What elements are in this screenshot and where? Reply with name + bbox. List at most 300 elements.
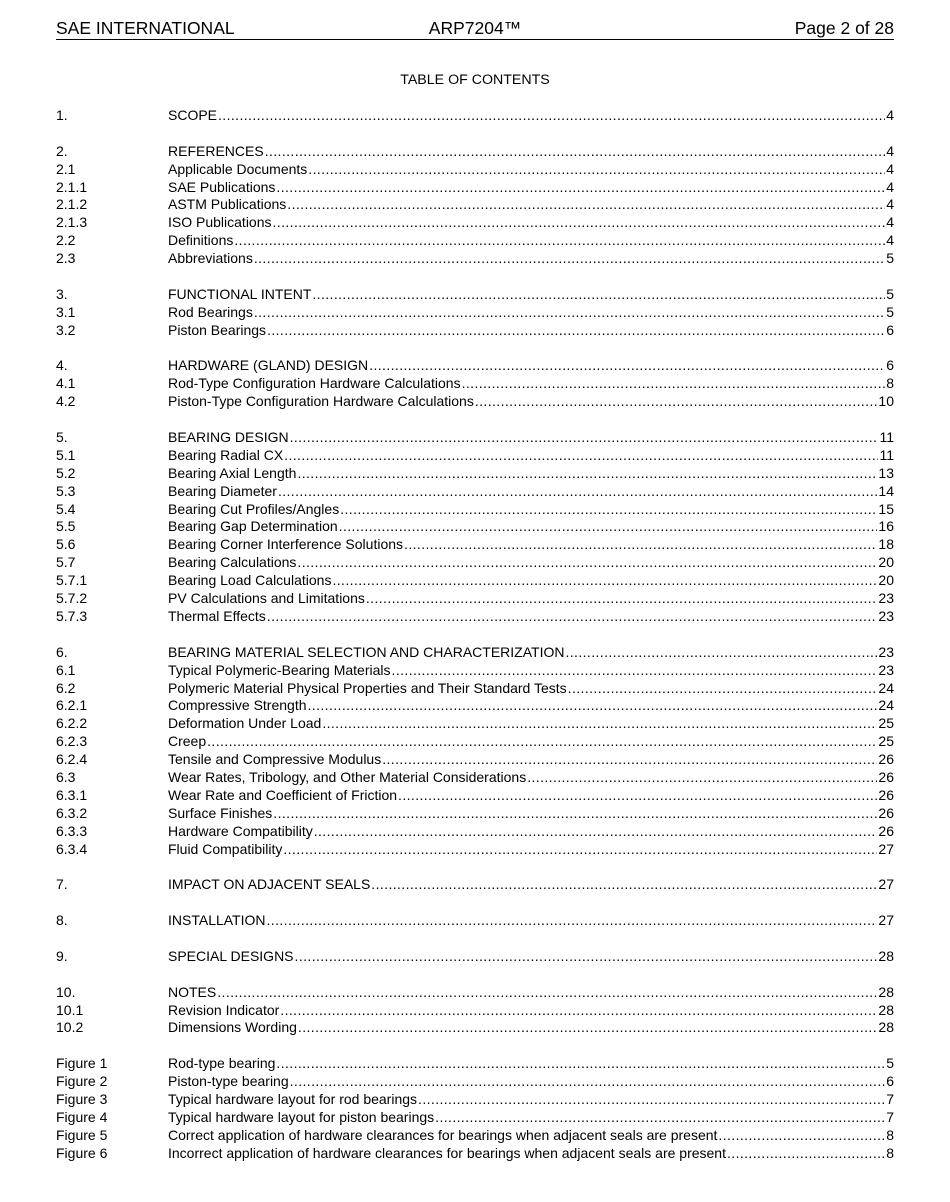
dot-leader bbox=[290, 1073, 886, 1091]
page-header bbox=[56, 17, 894, 40]
toc-entry-line bbox=[168, 357, 894, 375]
toc-entry-page: 15 bbox=[878, 500, 894, 517]
toc-entry-title: Typical Polymeric-Bearing Materials bbox=[168, 661, 391, 678]
toc-entry-page: 8 bbox=[886, 375, 894, 392]
dot-leader bbox=[312, 286, 885, 304]
toc-entry-number: Figure 5 bbox=[56, 1126, 108, 1143]
dot-leader bbox=[295, 948, 878, 966]
toc-entry-title: Bearing Gap Determination bbox=[168, 518, 338, 535]
toc-entry-line bbox=[168, 286, 894, 304]
toc-entry[interactable] bbox=[56, 179, 894, 197]
toc-entry-line bbox=[168, 196, 894, 214]
toc-entry[interactable] bbox=[56, 1109, 894, 1127]
toc-entry-line bbox=[168, 179, 894, 197]
toc-entry-page: 4 bbox=[886, 160, 894, 177]
toc-entry-page: 7 bbox=[886, 1090, 894, 1107]
dot-leader bbox=[234, 232, 885, 250]
toc-entry-title: Piston-Type Configuration Hardware Calculations bbox=[168, 393, 474, 410]
toc-entry-number: 6.3.2 bbox=[56, 804, 88, 821]
toc-entry-line bbox=[168, 393, 894, 411]
toc-entry[interactable] bbox=[56, 393, 894, 411]
toc-entry[interactable] bbox=[56, 733, 894, 751]
toc-entry[interactable] bbox=[56, 769, 894, 787]
toc-entry-number: 2.3 bbox=[56, 250, 76, 267]
toc-entry[interactable] bbox=[56, 662, 894, 680]
dot-leader bbox=[267, 322, 885, 340]
toc-entry[interactable] bbox=[56, 590, 894, 608]
toc-entry-number: Figure 4 bbox=[56, 1108, 108, 1125]
toc-entry-page: 28 bbox=[878, 947, 894, 964]
toc-entry-page: 4 bbox=[886, 142, 894, 159]
toc-entry-page: 26 bbox=[878, 804, 894, 821]
dot-leader bbox=[718, 1127, 885, 1145]
toc-entry-number: 6.1 bbox=[56, 661, 76, 678]
toc-entry-page: 6 bbox=[886, 357, 894, 374]
toc-entry-number: 6.3.4 bbox=[56, 840, 88, 857]
toc-entry-line bbox=[168, 876, 894, 894]
toc-entry-number: 5.5 bbox=[56, 518, 76, 535]
toc-entry-line bbox=[168, 501, 894, 519]
toc-entry-line bbox=[168, 322, 894, 340]
toc-entry-line bbox=[168, 143, 894, 161]
dot-leader bbox=[284, 447, 878, 465]
toc-entry-number: Figure 3 bbox=[56, 1090, 108, 1107]
toc-entry-title: Fluid Compatibility bbox=[168, 840, 283, 857]
toc-entry-line bbox=[168, 805, 894, 823]
toc-entry-page: 11 bbox=[879, 446, 894, 463]
toc-entry-number: 2.1 bbox=[56, 160, 76, 177]
toc-entry-title: IMPACT ON ADJACENT SEALS bbox=[168, 876, 371, 893]
toc-entry-title: BEARING DESIGN bbox=[168, 429, 289, 446]
dot-leader bbox=[267, 912, 878, 930]
toc-entry[interactable] bbox=[56, 751, 894, 769]
toc-entry-page: 18 bbox=[878, 536, 894, 553]
toc-entry-title: Applicable Documents bbox=[168, 160, 308, 177]
toc-entry-title: Creep bbox=[168, 733, 207, 750]
dot-leader bbox=[254, 250, 885, 268]
toc-entry-line bbox=[168, 751, 894, 769]
dot-leader bbox=[339, 518, 878, 536]
toc-entry-line bbox=[168, 1055, 894, 1073]
toc-entry-line bbox=[168, 590, 894, 608]
toc-entry-line bbox=[168, 823, 894, 841]
toc-entry-number: 8. bbox=[56, 912, 68, 929]
toc-entry[interactable] bbox=[56, 697, 894, 715]
toc-entry-title: Piston-type bearing bbox=[168, 1073, 289, 1090]
dot-leader bbox=[273, 214, 886, 232]
toc-entry-number: 5.1 bbox=[56, 446, 76, 463]
toc-entry[interactable] bbox=[56, 161, 894, 179]
toc-entry-title: Bearing Axial Length bbox=[168, 464, 297, 481]
toc-entry-line bbox=[168, 429, 894, 447]
toc-entry-title: SPECIAL DESIGNS bbox=[168, 947, 294, 964]
toc-entry-page: 28 bbox=[878, 1019, 894, 1036]
toc-entry[interactable] bbox=[56, 483, 894, 501]
dot-leader bbox=[276, 179, 885, 197]
toc-entry-title: REFERENCES bbox=[168, 142, 264, 159]
toc-entry[interactable] bbox=[56, 357, 894, 375]
toc-entry-line bbox=[168, 572, 894, 590]
toc-entry-line bbox=[168, 948, 894, 966]
toc-entry-page: 16 bbox=[878, 518, 894, 535]
toc-entry-page: 14 bbox=[878, 482, 894, 499]
toc-entry-number: 6.2.2 bbox=[56, 715, 88, 732]
toc-entry-line bbox=[168, 1145, 894, 1163]
toc-entry-line bbox=[168, 250, 894, 268]
toc-entry-title: Piston Bearings bbox=[168, 321, 267, 338]
toc-entry-title: Rod-Type Configuration Hardware Calculations bbox=[168, 375, 461, 392]
toc-entry-title: Revision Indicator bbox=[168, 1001, 280, 1018]
dot-leader bbox=[267, 608, 878, 626]
toc-entry[interactable] bbox=[56, 214, 894, 232]
dot-leader bbox=[727, 1145, 885, 1163]
toc-entry-title: ISO Publications bbox=[168, 214, 272, 231]
toc-entry-title: Bearing Cut Profiles/Angles bbox=[168, 500, 340, 517]
toc-entry-number: 6.2.3 bbox=[56, 733, 88, 750]
toc-entry[interactable] bbox=[56, 1055, 894, 1073]
toc-entry-title: Typical hardware layout for rod bearings bbox=[168, 1090, 418, 1107]
toc-entry-title: Compressive Strength bbox=[168, 697, 307, 714]
toc-entry[interactable] bbox=[56, 304, 894, 322]
toc-entry[interactable] bbox=[56, 823, 894, 841]
dot-leader bbox=[404, 536, 877, 554]
toc-entry-number: 5.6 bbox=[56, 536, 76, 553]
toc-entry-line bbox=[168, 1073, 894, 1091]
toc-entry[interactable] bbox=[56, 1073, 894, 1091]
toc-entry-number: 5.3 bbox=[56, 482, 76, 499]
toc-entry-line bbox=[168, 787, 894, 805]
toc-entry-page: 23 bbox=[878, 643, 894, 660]
toc-entry-page: 5 bbox=[886, 285, 894, 302]
toc-entry-line bbox=[168, 1127, 894, 1145]
toc-entry-page: 5 bbox=[886, 1055, 894, 1072]
toc-entry-line bbox=[168, 680, 894, 698]
toc-entry-page: 4 bbox=[886, 214, 894, 231]
toc-entry-number: Figure 6 bbox=[56, 1144, 108, 1161]
dot-leader bbox=[273, 805, 877, 823]
toc-entry-title: Rod Bearings bbox=[168, 303, 253, 320]
dot-leader bbox=[527, 769, 877, 787]
toc-entry-title: NOTES bbox=[168, 983, 217, 1000]
header-org: SAE INTERNATIONAL bbox=[56, 18, 235, 38]
toc-entry-page: 4 bbox=[886, 107, 894, 123]
toc-entry-page: 25 bbox=[878, 715, 894, 732]
toc-entry-page: 25 bbox=[878, 733, 894, 750]
toc-entry[interactable] bbox=[56, 948, 894, 966]
toc-entry[interactable] bbox=[56, 322, 894, 340]
toc-entry-number: 5.2 bbox=[56, 464, 76, 481]
toc-entry-page: 5 bbox=[886, 250, 894, 267]
toc-entry-line bbox=[168, 483, 894, 501]
toc-entry-title: Abbreviations bbox=[168, 250, 253, 267]
toc-entry-page: 13 bbox=[878, 464, 894, 481]
toc-entry-page: 24 bbox=[878, 697, 894, 714]
toc-entry[interactable] bbox=[56, 1019, 894, 1037]
toc-entry-page: 28 bbox=[878, 1001, 894, 1018]
toc-entry-page: 28 bbox=[878, 983, 894, 1000]
header-doc-number: ARP7204™ bbox=[428, 18, 522, 38]
toc-entry-page: 5 bbox=[886, 303, 894, 320]
toc-entry-title: Incorrect application of hardware clearances for bearings when adjacent seals are present bbox=[168, 1144, 726, 1161]
toc-entry[interactable] bbox=[56, 608, 894, 626]
toc-entry-number: 3. bbox=[56, 285, 68, 302]
dot-leader bbox=[475, 393, 878, 411]
toc-entry-number: 9. bbox=[56, 947, 68, 964]
dot-leader bbox=[278, 483, 877, 501]
toc-entry[interactable] bbox=[56, 554, 894, 572]
toc-entry-title: Bearing Calculations bbox=[168, 554, 297, 571]
dot-leader bbox=[265, 143, 886, 161]
toc-entry-title: Tensile and Compressive Modulus bbox=[168, 751, 382, 768]
toc-entry[interactable] bbox=[56, 841, 894, 859]
toc-entry[interactable] bbox=[56, 680, 894, 698]
toc-entry-title: Bearing Diameter bbox=[168, 482, 277, 499]
toc-entry-title: FUNCTIONAL INTENT bbox=[168, 285, 312, 302]
toc-entry[interactable] bbox=[56, 107, 894, 125]
toc-entry-title: Polymeric Material Physical Properties and Their Standard Tests bbox=[168, 679, 567, 696]
toc-entry-page: 26 bbox=[878, 768, 894, 785]
dot-leader bbox=[565, 644, 877, 662]
toc-entry[interactable] bbox=[56, 429, 894, 447]
dot-leader bbox=[297, 465, 877, 483]
toc-entry[interactable] bbox=[56, 536, 894, 554]
toc-entry[interactable] bbox=[56, 143, 894, 161]
toc-entry-line bbox=[168, 1002, 894, 1020]
toc-entry-title: BEARING MATERIAL SELECTION AND CHARACTERIZATION bbox=[168, 643, 565, 660]
toc-entry-number: 5. bbox=[56, 429, 68, 446]
toc-entry-title: Typical hardware layout for piston bearings bbox=[168, 1108, 435, 1125]
toc-entry-page: 27 bbox=[878, 840, 894, 857]
dot-leader bbox=[276, 1055, 885, 1073]
toc-entry-line bbox=[168, 465, 894, 483]
toc-entry-title: Deformation Under Load bbox=[168, 715, 322, 732]
toc-entry-page: 27 bbox=[878, 876, 894, 893]
dot-leader bbox=[218, 107, 885, 125]
toc-entry-title: SAE Publications bbox=[168, 178, 276, 195]
toc-entry-line bbox=[168, 107, 894, 125]
dot-leader bbox=[366, 590, 878, 608]
toc-entry-line bbox=[168, 608, 894, 626]
toc-entry-number: 2.1.3 bbox=[56, 214, 88, 231]
toc-entry-line bbox=[168, 554, 894, 572]
toc-entry[interactable] bbox=[56, 787, 894, 805]
dot-leader bbox=[314, 823, 878, 841]
dot-leader bbox=[568, 680, 878, 698]
dot-leader bbox=[298, 1019, 878, 1037]
toc-entry-line bbox=[168, 697, 894, 715]
toc-entry-line bbox=[168, 644, 894, 662]
toc-entry-line bbox=[168, 662, 894, 680]
dot-leader bbox=[435, 1109, 885, 1127]
dot-leader bbox=[382, 751, 877, 769]
toc-entry-page: 26 bbox=[878, 751, 894, 768]
toc-entry-line bbox=[168, 715, 894, 733]
toc-entry-line bbox=[168, 304, 894, 322]
toc-entry-number: 2.1.1 bbox=[56, 178, 88, 195]
header-page-label: Page 2 of 28 bbox=[794, 18, 894, 38]
toc-entry-title: INSTALLATION bbox=[168, 912, 266, 929]
toc-entry-line bbox=[168, 536, 894, 554]
toc-entry-number: 10.2 bbox=[56, 1019, 84, 1036]
toc-entry-page: 4 bbox=[886, 232, 894, 249]
toc-entry-number: 2. bbox=[56, 142, 68, 159]
toc-entry-number: 6.3 bbox=[56, 768, 76, 785]
toc-entry-number: 5.7.3 bbox=[56, 607, 88, 624]
toc-entry-title: Dimensions Wording bbox=[168, 1019, 297, 1036]
toc-entry[interactable] bbox=[56, 232, 894, 250]
toc-entry[interactable] bbox=[56, 375, 894, 393]
dot-leader bbox=[332, 572, 877, 590]
toc-entry[interactable] bbox=[56, 876, 894, 894]
toc-entry-page: 27 bbox=[878, 912, 894, 929]
toc-entry[interactable] bbox=[56, 572, 894, 590]
toc-entry-number: 6.2 bbox=[56, 679, 76, 696]
toc-entry-number: Figure 2 bbox=[56, 1073, 108, 1090]
toc-entry[interactable] bbox=[56, 1002, 894, 1020]
toc-entry-title: Surface Finishes bbox=[168, 804, 273, 821]
dot-leader bbox=[280, 1002, 877, 1020]
dot-leader bbox=[297, 554, 877, 572]
toc-entry[interactable] bbox=[56, 447, 894, 465]
toc-entry-line bbox=[168, 214, 894, 232]
toc-entry-page: 26 bbox=[878, 822, 894, 839]
toc-entry-page: 24 bbox=[878, 679, 894, 696]
toc-entry-page: 23 bbox=[878, 661, 894, 678]
toc-entry-number: 3.1 bbox=[56, 303, 76, 320]
toc-entry-number: 2.2 bbox=[56, 232, 76, 249]
toc-entry-number: 5.4 bbox=[56, 500, 76, 517]
dot-leader bbox=[322, 715, 877, 733]
toc-entry-page: 10 bbox=[878, 393, 894, 410]
toc-entry-title: Wear Rates, Tribology, and Other Material Considerations bbox=[168, 768, 527, 785]
toc-entry-number: 10.1 bbox=[56, 1001, 84, 1018]
toc-entry[interactable] bbox=[56, 196, 894, 214]
toc-entry[interactable] bbox=[56, 286, 894, 304]
toc-entry-page: 4 bbox=[886, 196, 894, 213]
toc-entry-line bbox=[168, 447, 894, 465]
toc-entry-line bbox=[168, 769, 894, 787]
toc-entry-title: ASTM Publications bbox=[168, 196, 287, 213]
toc-entry-page: 11 bbox=[879, 429, 894, 446]
toc-entry-page: 6 bbox=[886, 321, 894, 338]
toc-entry[interactable] bbox=[56, 984, 894, 1002]
toc-entry-line bbox=[168, 1109, 894, 1127]
dot-leader bbox=[254, 304, 885, 322]
toc-entry-page: 4 bbox=[886, 178, 894, 195]
dot-leader bbox=[392, 662, 878, 680]
dot-leader bbox=[290, 429, 879, 447]
toc-entry-number: 5.7.1 bbox=[56, 572, 88, 589]
dot-leader bbox=[308, 697, 878, 715]
toc-entry-line bbox=[168, 161, 894, 179]
dot-leader bbox=[462, 375, 886, 393]
toc-entry-number: 4.1 bbox=[56, 375, 76, 392]
toc-title: TABLE OF CONTENTS bbox=[400, 72, 550, 88]
toc-entry-number: 7. bbox=[56, 876, 68, 893]
toc-entry-page: 6 bbox=[886, 1073, 894, 1090]
toc-entry-line bbox=[168, 232, 894, 250]
toc-entry-title: Rod-type bearing bbox=[168, 1055, 276, 1072]
toc-entry-number: 6. bbox=[56, 643, 68, 660]
toc-entry-number: 6.3.1 bbox=[56, 786, 88, 803]
toc-entry-number: Figure 1 bbox=[56, 1055, 108, 1072]
dot-leader bbox=[217, 984, 877, 1002]
toc-entry-page: 8 bbox=[886, 1144, 894, 1161]
toc-entry[interactable] bbox=[56, 465, 894, 483]
toc-entry-page: 23 bbox=[878, 590, 894, 607]
toc-entry-line bbox=[168, 375, 894, 393]
toc-entry[interactable] bbox=[56, 644, 894, 662]
toc-entry-line bbox=[168, 841, 894, 859]
dot-leader bbox=[207, 733, 877, 751]
toc-entry-title: Hardware Compatibility bbox=[168, 822, 313, 839]
toc-entry[interactable] bbox=[56, 1127, 894, 1145]
toc-entry-title: Thermal Effects bbox=[168, 607, 266, 624]
toc-entry-title: Correct application of hardware clearances for bearings when adjacent seals are present bbox=[168, 1126, 718, 1143]
toc-entry-number: 4.2 bbox=[56, 393, 76, 410]
toc-entry-title: Bearing Corner Interference Solutions bbox=[168, 536, 404, 553]
toc-entry-number: 2.1.2 bbox=[56, 196, 88, 213]
toc-entry-title: Definitions bbox=[168, 232, 234, 249]
toc-entry[interactable] bbox=[56, 1145, 894, 1163]
toc-entry-page: 20 bbox=[878, 554, 894, 571]
toc-entry-title: Wear Rate and Coefficient of Friction bbox=[168, 786, 398, 803]
dot-leader bbox=[308, 161, 885, 179]
toc-entry-number: 4. bbox=[56, 357, 68, 374]
dot-leader bbox=[418, 1091, 885, 1109]
toc-entry-title: Bearing Radial CX bbox=[168, 446, 284, 463]
toc-entry[interactable] bbox=[56, 715, 894, 733]
toc-entry-number: 5.7.2 bbox=[56, 590, 88, 607]
dot-leader bbox=[340, 501, 877, 519]
toc-entry-number: 3.2 bbox=[56, 321, 76, 338]
toc-entry-page: 7 bbox=[886, 1108, 894, 1125]
toc-entry[interactable] bbox=[56, 250, 894, 268]
toc-entry[interactable] bbox=[56, 912, 894, 930]
dot-leader bbox=[283, 841, 877, 859]
toc-entry-page: 20 bbox=[878, 572, 894, 589]
toc-entry-number: 1. bbox=[56, 107, 68, 123]
toc-entry-title: PV Calculations and Limitations bbox=[168, 590, 365, 607]
toc-entry-line bbox=[168, 1091, 894, 1109]
toc-entry-line bbox=[168, 984, 894, 1002]
toc-entry-number: 10. bbox=[56, 983, 76, 1000]
toc-entry-page: 23 bbox=[878, 607, 894, 624]
dot-leader bbox=[371, 876, 877, 894]
toc-entry[interactable] bbox=[56, 1091, 894, 1109]
toc-entry-page: 8 bbox=[886, 1126, 894, 1143]
toc-entry-line bbox=[168, 1019, 894, 1037]
toc-entry-title: SCOPE bbox=[168, 107, 218, 123]
toc-entry[interactable] bbox=[56, 501, 894, 519]
dot-leader bbox=[398, 787, 877, 805]
toc-entry-title: Bearing Load Calculations bbox=[168, 572, 332, 589]
toc-entry-line bbox=[168, 518, 894, 536]
dot-leader bbox=[369, 357, 885, 375]
toc-entry-number: 6.2.1 bbox=[56, 697, 88, 714]
toc-entry-number: 5.7 bbox=[56, 554, 76, 571]
toc-entry-page: 26 bbox=[878, 786, 894, 803]
table-of-contents bbox=[56, 107, 894, 1163]
toc-entry-title: HARDWARE (GLAND) DESIGN bbox=[168, 357, 369, 374]
dot-leader bbox=[287, 196, 885, 214]
toc-entry-line bbox=[168, 733, 894, 751]
toc-entry[interactable] bbox=[56, 805, 894, 823]
toc-entry-line bbox=[168, 912, 894, 930]
toc-entry-number: 6.3.3 bbox=[56, 822, 88, 839]
toc-entry[interactable] bbox=[56, 518, 894, 536]
toc-entry-number: 6.2.4 bbox=[56, 751, 88, 768]
